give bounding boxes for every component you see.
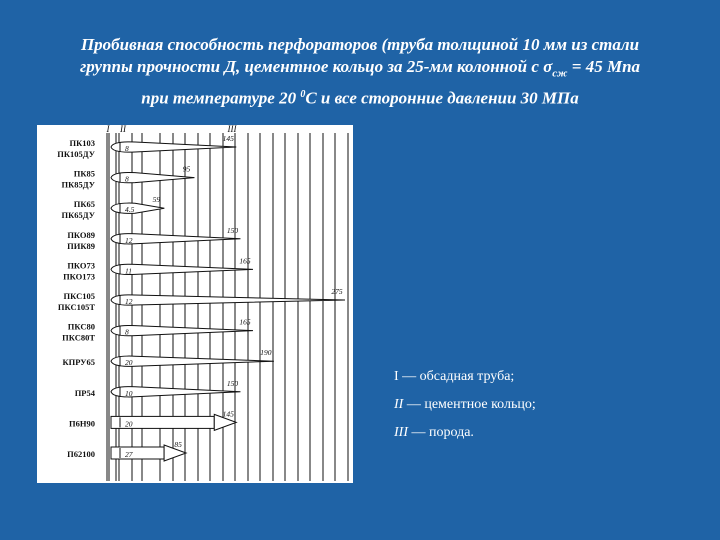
- cement-depth-label: 20: [125, 358, 133, 368]
- penetration-jet: [111, 264, 253, 274]
- zone-label-casing: I: [106, 125, 110, 134]
- cement-depth-label: 12: [125, 235, 133, 245]
- legend-item-rock: [394, 419, 614, 447]
- legend-text: — цементное кольцо;: [403, 397, 536, 412]
- rock-depth-label: 59: [152, 195, 161, 205]
- legend-text: — порода.: [408, 425, 474, 440]
- perforator-name: ПКС80: [67, 321, 95, 332]
- penetration-jet: [111, 325, 253, 335]
- legend: [394, 363, 614, 447]
- cement-depth-label: 20: [125, 419, 133, 429]
- perforator-row: [62, 318, 253, 343]
- perforator-name: ПКО89: [67, 229, 95, 240]
- cement-depth-label: 12: [125, 297, 133, 306]
- perforator-row: [69, 409, 236, 430]
- legend-numeral: II: [394, 397, 404, 412]
- perforator-name: ПКС105Т: [57, 302, 95, 312]
- cement-depth-label: 27: [125, 450, 133, 459]
- cement-depth-label: 8: [125, 174, 129, 184]
- zone-label-cement: II: [120, 125, 126, 134]
- rock-depth-label: 190: [260, 348, 272, 358]
- degree-superscript: 0: [300, 89, 306, 101]
- title-line-3: [18, 84, 702, 110]
- legend-numeral: III: [394, 425, 408, 440]
- title-line-1: Пробивная способность перфораторов (труба толщиной 10 мм из стали: [80, 35, 640, 54]
- perforator-name: ПИК89: [67, 240, 95, 251]
- perforator-name: ПК85: [73, 168, 95, 179]
- legend-item-cement: [394, 391, 614, 419]
- perforator-name: ПК65: [73, 199, 95, 210]
- perforator-row: [62, 195, 165, 220]
- perforator-row: [57, 134, 236, 159]
- perforator-row: [75, 379, 241, 398]
- perforator-name: П6Н90: [69, 418, 95, 429]
- title-line-3-value: С и все сторонние давлении 30 МПа: [305, 89, 579, 109]
- cement-depth-label: 11: [125, 266, 132, 276]
- sigma-subscript: сж: [552, 67, 568, 80]
- perforator-row: [63, 256, 253, 281]
- rock-depth-label: 165: [239, 256, 251, 266]
- perforator-name: ПР54: [74, 387, 95, 398]
- penetration-diagram: [37, 125, 353, 483]
- rock-depth-label: 275: [331, 287, 343, 296]
- zone-label-rock: III: [227, 125, 237, 134]
- perforator-rows: [57, 134, 345, 461]
- penetration-jet: [111, 142, 236, 152]
- perforator-name: П62100: [67, 449, 95, 459]
- zone-labels: [106, 125, 238, 134]
- title-line-2: [18, 56, 702, 84]
- rock-depth-label: 150: [226, 378, 239, 388]
- rock-depth-label: 150: [226, 225, 239, 235]
- slide-title: [18, 34, 702, 110]
- perforator-name: КПРУ65: [62, 357, 95, 368]
- cement-depth-label: 8: [125, 144, 129, 153]
- bullet-body: [111, 447, 164, 459]
- perforator-name: ПКС80Т: [62, 332, 95, 343]
- title-line-2-text: группы прочности Д, цементное кольцо за 25-мм колонной с σ: [79, 57, 553, 76]
- legend-numeral: I: [394, 369, 399, 384]
- penetration-jet: [111, 203, 164, 213]
- cement-depth-label: 10: [125, 388, 133, 398]
- perforator-name: ПК103: [69, 138, 95, 148]
- penetration-jet: [111, 356, 274, 366]
- legend-item-casing: [394, 363, 614, 391]
- perforator-row: [62, 165, 195, 190]
- perforator-name: ПК105ДУ: [57, 149, 95, 159]
- cement-depth-label: 4.5: [125, 205, 135, 215]
- cement-depth-label: 8: [125, 327, 129, 337]
- perforator-row: [67, 226, 240, 251]
- rock-depth-label: 145: [222, 409, 234, 419]
- perforator-name: ПКО173: [63, 271, 95, 282]
- perforator-row: [63, 348, 274, 367]
- rock-depth-label: 85: [174, 440, 182, 449]
- title-line-3-text: при температуре 20: [141, 89, 301, 109]
- perforator-row: [58, 287, 345, 312]
- perforator-name: ПК85ДУ: [61, 179, 95, 190]
- perforator-row: [67, 440, 186, 461]
- diagram-svg: [37, 125, 353, 483]
- legend-text: — обсадная труба;: [398, 369, 515, 384]
- rock-depth-label: 165: [239, 317, 251, 327]
- perforator-name: ПК65ДУ: [61, 210, 95, 221]
- rock-depth-label: 145: [222, 134, 234, 143]
- perforator-name: ПКС105: [63, 291, 95, 301]
- penetration-jet: [111, 172, 194, 182]
- rock-depth-label: 95: [182, 164, 191, 174]
- perforator-name: ПКО73: [67, 260, 95, 271]
- title-line-2-value: = 45 Мпа: [567, 57, 641, 76]
